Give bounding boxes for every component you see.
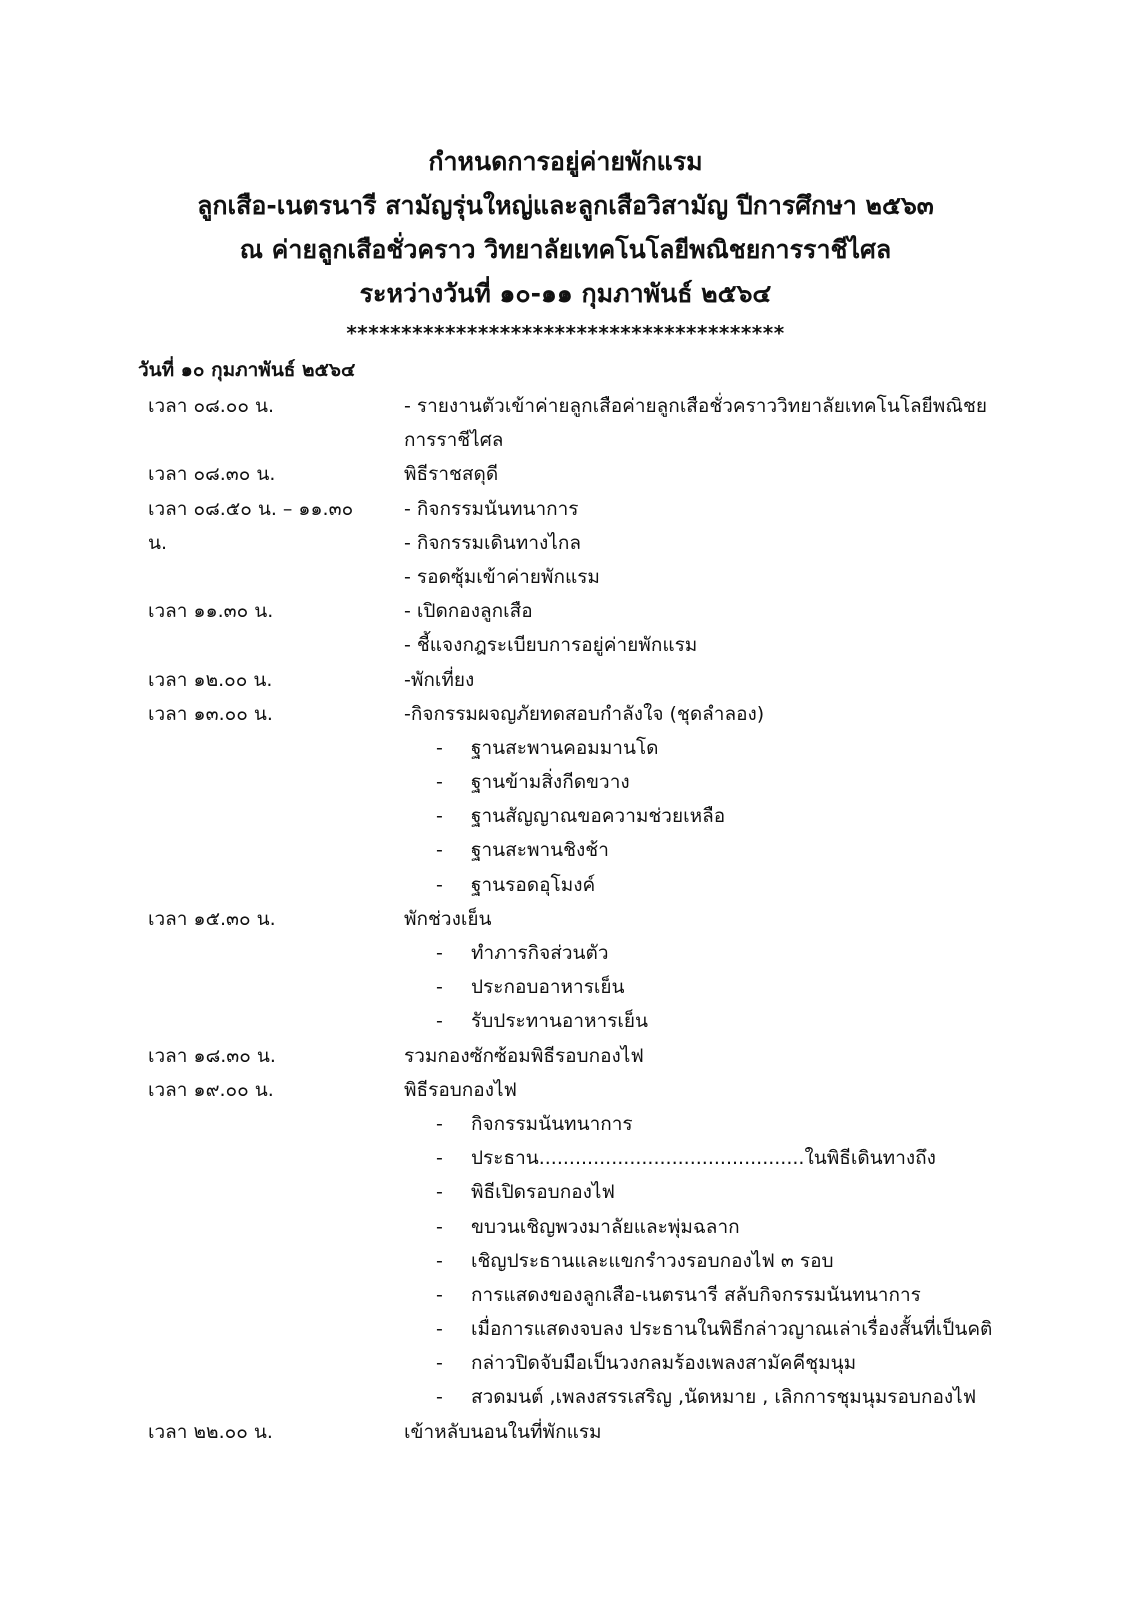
- sub-item-text: ฐานรอดอุโมงค์: [471, 873, 596, 896]
- sub-item-bullet: -: [436, 1386, 443, 1409]
- schedule-time: เวลา ๐๘.๕๐ น. – ๑๑.๓๐: [148, 497, 354, 520]
- sub-item-text: พิธีเปิดรอบกองไฟ: [471, 1181, 615, 1204]
- sub-item-text: เชิญประธานและแขกรำวงรอบกองไฟ ๓ รอบ: [471, 1249, 834, 1272]
- schedule-row: [0, 1380, 1131, 1414]
- schedule-row: [0, 492, 1131, 526]
- sub-item-bullet: -: [436, 1352, 443, 1375]
- schedule-time: เวลา ๑๕.๓๐ น.: [148, 907, 276, 930]
- sub-item-bullet: -: [436, 1215, 443, 1238]
- schedule-row: [0, 1346, 1131, 1380]
- document-header: [0, 140, 1131, 348]
- sub-item-bullet: -: [436, 839, 443, 862]
- sub-item-text: ฐานสะพานคอมมานโด: [471, 736, 659, 759]
- sub-item-text: ฐานสะพานชิงช้า: [471, 839, 609, 862]
- schedule-time: เวลา ๒๒.๐๐ น.: [148, 1420, 273, 1443]
- schedule-row: [0, 1415, 1131, 1449]
- schedule-row: [0, 697, 1131, 731]
- schedule-row: [0, 594, 1131, 628]
- schedule-activity: พิธีราชสดุดี: [404, 463, 499, 486]
- schedule-activity: - ชี้แจงกฎระเบียบการอยู่ค่ายพักแรม: [404, 634, 698, 657]
- schedule-time: เวลา ๑๑.๓๐ น.: [148, 600, 274, 623]
- sub-item-bullet: -: [436, 942, 443, 964]
- sub-item-text: เมื่อการแสดงจบลง ประธานในพิธีกล่าวญาณเล่าเรื่องสั้นที่เป็นคติ: [471, 1318, 993, 1341]
- schedule-row: [0, 423, 1131, 457]
- schedule-row: [0, 731, 1131, 765]
- schedule-time: เวลา ๑๓.๐๐ น.: [148, 702, 273, 725]
- schedule-list: [0, 389, 1131, 1449]
- schedule-row: [0, 970, 1131, 1004]
- sub-item-bullet: -: [436, 1010, 443, 1033]
- schedule-row: [0, 868, 1131, 902]
- schedule-row: [0, 663, 1131, 697]
- schedule-activity: พักช่วงเย็น: [404, 907, 492, 930]
- schedule-activity: -พักเที่ยง: [404, 668, 475, 691]
- schedule-row: [0, 1073, 1131, 1107]
- title-line-3: ณ ค่ายลูกเสือชั่วคราว วิทยาลัยเทคโนโลยีพณิชยการราชีไศล: [239, 235, 892, 264]
- sub-item-text: ประกอบอาหารเย็น: [471, 976, 625, 999]
- sub-item-text: ฐานสัญญาณขอความช่วยเหลือ: [471, 805, 726, 828]
- schedule-time: เวลา ๐๘.๓๐ น.: [148, 463, 276, 486]
- schedule-activity: - รอดซุ้มเข้าค่ายพักแรม: [404, 565, 600, 588]
- schedule-row: [0, 1107, 1131, 1141]
- sub-item-text: สวดมนต์ ,เพลงสรรเสริญ ,นัดหมาย , เลิกการชุมนุมรอบกองไฟ: [471, 1386, 977, 1409]
- sub-item-bullet: -: [436, 736, 443, 759]
- schedule-activity: พิธีรอบกองไฟ: [404, 1078, 517, 1101]
- sub-item-bullet: -: [436, 1249, 443, 1272]
- star-divider: ****************************************: [346, 321, 785, 345]
- schedule-time: น.: [148, 531, 168, 554]
- sub-item-bullet: -: [436, 976, 443, 999]
- schedule-time: เวลา ๑๙.๐๐ น.: [148, 1078, 274, 1101]
- sub-item-bullet: -: [436, 1283, 443, 1306]
- title-line-4: ระหว่างวันที่ ๑๐-๑๑ กุมภาพันธ์ ๒๕๖๔: [359, 279, 772, 308]
- schedule-row: [0, 628, 1131, 662]
- schedule-time: เวลา ๑๘.๓๐ น.: [148, 1044, 276, 1067]
- sub-item-text: ฐานข้ามสิ่งกีดขวาง: [471, 771, 630, 794]
- schedule-activity: -กิจกรรมผจญภัยทดสอบกำลังใจ (ชุดลำลอง): [404, 702, 765, 725]
- day-heading: วันที่ ๑๐ กุมภาพันธ์ ๒๕๖๔: [138, 359, 356, 381]
- sub-item-text: รับประทานอาหารเย็น: [471, 1010, 649, 1033]
- sub-item-text: ทำภารกิจส่วนตัว: [471, 942, 609, 964]
- schedule-row: [0, 936, 1131, 970]
- schedule-activity: - กิจกรรมนันทนาการ: [404, 497, 579, 520]
- schedule-row: [0, 799, 1131, 833]
- schedule-row: [0, 1244, 1131, 1278]
- sub-item-bullet: -: [436, 1112, 443, 1135]
- sub-item-text: ประธาน............................................ในพิธีเดินทางถึง: [471, 1147, 936, 1170]
- sub-item-text: ขบวนเชิญพวงมาลัยและพุ่มฉลาก: [471, 1215, 740, 1238]
- sub-item-bullet: -: [436, 771, 443, 794]
- schedule-row: [0, 1278, 1131, 1312]
- sub-item-text: กล่าวปิดจับมือเป็นวงกลมร้องเพลงสามัคคีชุมนุม: [471, 1352, 857, 1375]
- schedule-row: [0, 1141, 1131, 1175]
- schedule-row: [0, 1210, 1131, 1244]
- schedule-row: [0, 457, 1131, 491]
- schedule-activity: เข้าหลับนอนในที่พักแรม: [404, 1420, 602, 1443]
- schedule-activity: การราชีไศล: [404, 429, 504, 452]
- schedule-time: เวลา ๐๘.๐๐ น.: [148, 395, 275, 417]
- schedule-activity: - เปิดกองลูกเสือ: [404, 600, 533, 623]
- sub-item-bullet: -: [436, 873, 443, 896]
- schedule-row: [0, 1039, 1131, 1073]
- schedule-row: [0, 389, 1131, 423]
- schedule-activity: - กิจกรรมเดินทางไกล: [404, 531, 581, 554]
- schedule-activity: รวมกองซักซ้อมพิธีรอบกองไฟ: [404, 1044, 644, 1067]
- schedule-row: [0, 902, 1131, 936]
- title-line-1: กำหนดการอยู่ค่ายพักแรม: [428, 147, 703, 176]
- schedule-row: [0, 765, 1131, 799]
- sub-item-text: การแสดงของลูกเสือ-เนตรนารี สลับกิจกรรมนันทนาการ: [471, 1283, 921, 1306]
- schedule-activity: - รายงานตัวเข้าค่ายลูกเสือค่ายลูกเสือชั่วคราววิทยาลัยเทคโนโลยีพณิชย: [404, 395, 987, 417]
- sub-item-text: กิจกรรมนันทนาการ: [471, 1112, 633, 1135]
- sub-item-bullet: -: [436, 1181, 443, 1204]
- sub-item-bullet: -: [436, 1318, 443, 1341]
- schedule-row: [0, 560, 1131, 594]
- schedule-row: [0, 1004, 1131, 1038]
- schedule-row: [0, 1175, 1131, 1209]
- sub-item-bullet: -: [436, 805, 443, 828]
- sub-item-bullet: -: [436, 1147, 443, 1170]
- title-line-2: ลูกเสือ-เนตรนารี สามัญรุ่นใหญ่และลูกเสือวิสามัญ ปีการศึกษา ๒๕๖๓: [197, 191, 934, 220]
- schedule-row: [0, 833, 1131, 867]
- schedule-row: [0, 526, 1131, 560]
- schedule-time: เวลา ๑๒.๐๐ น.: [148, 668, 273, 691]
- schedule-row: [0, 1312, 1131, 1346]
